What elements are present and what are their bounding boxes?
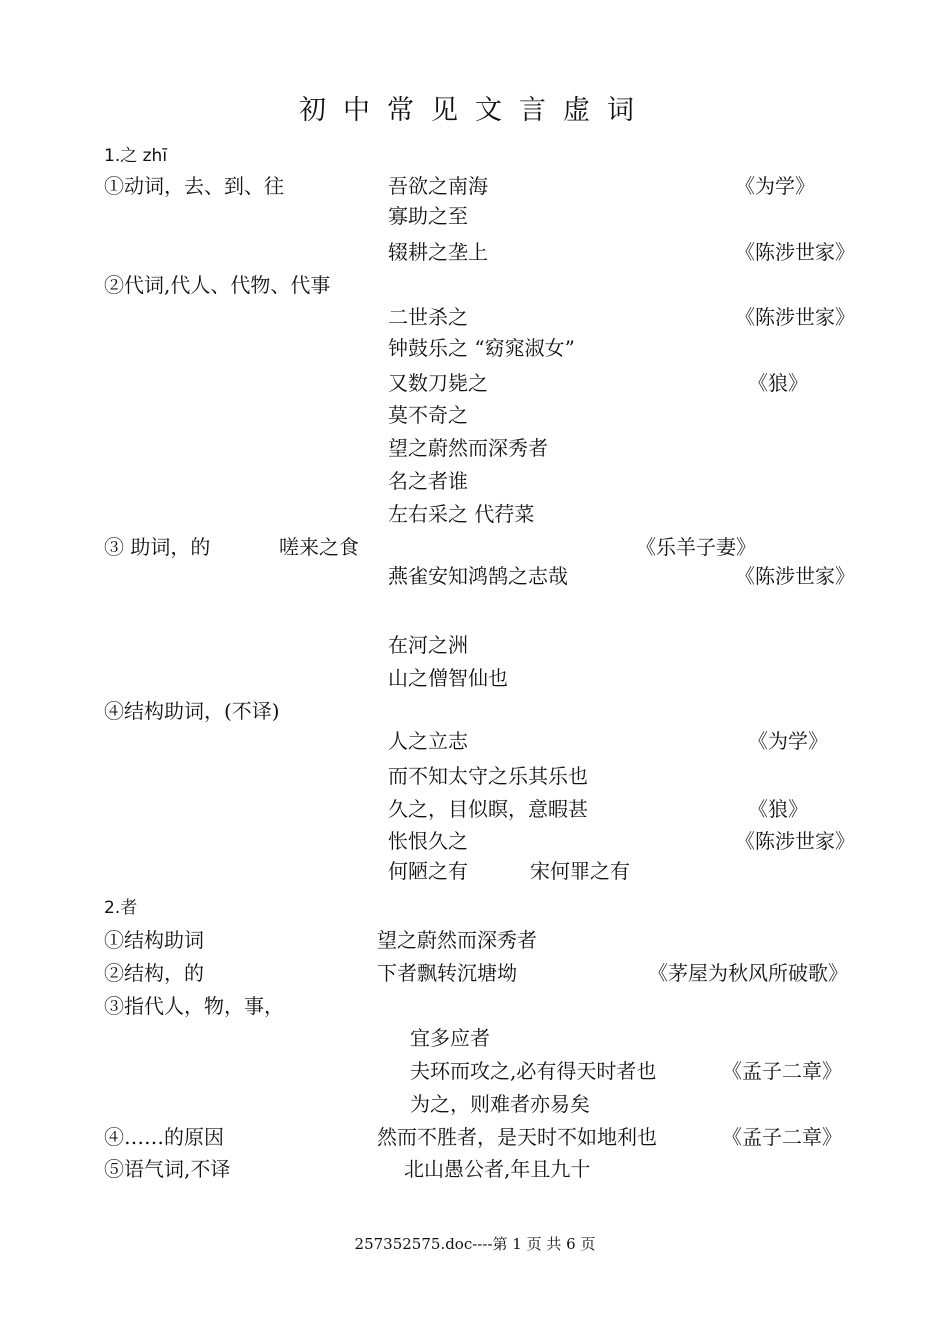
example-sentence: 二世杀之 — [388, 305, 468, 329]
source-title: 《孟子二章》 — [722, 1125, 842, 1149]
section-heading-zhe: 2.者 — [104, 898, 138, 918]
source-title: 《茅屋为秋风所破歌》 — [648, 961, 848, 985]
example-sentence: 望之蔚然而深秀者 — [388, 436, 548, 460]
example-sentence: 何陋之有 — [388, 859, 468, 883]
example-sentence: 夫环而攻之,必有得天时者也 — [410, 1059, 657, 1083]
usage-label: ④……的原因 — [104, 1125, 224, 1149]
usage-label: ①结构助词 — [104, 928, 204, 952]
example-sentence: 宋何罪之有 — [530, 859, 630, 883]
example-sentence: 吾欲之南海 — [388, 174, 488, 198]
example-sentence: 左右采之 代荇菜 — [388, 502, 535, 526]
source-title: 《陈涉世家》 — [735, 240, 855, 264]
example-sentence: 名之者谁 — [388, 469, 468, 493]
example-sentence: 下者飘转沉塘坳 — [377, 961, 517, 985]
example-sentence: 莫不奇之 — [388, 403, 468, 427]
source-title: 《狼》 — [748, 797, 808, 821]
page-footer: 257352575.doc----第 1 页 共 6 页 — [354, 1235, 596, 1253]
example-sentence: 为之，则难者亦易矣 — [410, 1092, 590, 1116]
source-title: 《陈涉世家》 — [735, 305, 855, 329]
example-sentence: 北山愚公者,年且九十 — [404, 1157, 591, 1181]
example-sentence: 然而不胜者，是天时不如地利也 — [377, 1125, 657, 1149]
source-title: 《乐羊子妻》 — [636, 535, 756, 559]
usage-label: ②代词,代人、代物、代事 — [104, 273, 331, 297]
usage-label: ③ 助词，的 — [104, 535, 211, 559]
example-sentence: 又数刀毙之 — [388, 371, 488, 395]
example-sentence: 而不知太守之乐其乐也 — [388, 764, 588, 788]
example-sentence: 辍耕之垄上 — [388, 240, 488, 264]
section-heading-zhi: 1.之 zhī — [104, 146, 168, 166]
example-sentence: 宜多应者 — [410, 1026, 490, 1050]
example-sentence: 人之立志 — [388, 729, 468, 753]
source-title: 《孟子二章》 — [722, 1059, 842, 1083]
example-sentence: 嗟来之食 — [279, 535, 359, 559]
usage-label: ②结构，的 — [104, 961, 204, 985]
usage-label: ⑤语气词,不译 — [104, 1157, 231, 1181]
source-title: 《陈涉世家》 — [735, 829, 855, 853]
example-sentence: 山之僧智仙也 — [388, 666, 508, 690]
usage-label: ④结构助词，(不译) — [104, 699, 280, 723]
usage-label: ③指代人，物，事， — [104, 994, 284, 1018]
document-title: 初中常见文言虚词 — [299, 95, 651, 126]
example-sentence: 寡助之至 — [388, 204, 468, 228]
example-sentence: 望之蔚然而深秀者 — [377, 928, 537, 952]
source-title: 《陈涉世家》 — [735, 564, 855, 588]
source-title: 《狼》 — [748, 371, 808, 395]
example-sentence: 怅恨久之 — [388, 829, 468, 853]
example-sentence: 久之，目似瞑，意暇甚 — [388, 797, 588, 821]
example-sentence: 在河之洲 — [388, 633, 468, 657]
source-title: 《为学》 — [748, 729, 828, 753]
example-sentence: 燕雀安知鸿鹄之志哉 — [388, 564, 568, 588]
usage-label: ①动词，去、到、往 — [104, 174, 284, 198]
source-title: 《为学》 — [735, 174, 815, 198]
example-sentence: 钟鼓乐之 “窈窕淑女” — [388, 336, 575, 360]
